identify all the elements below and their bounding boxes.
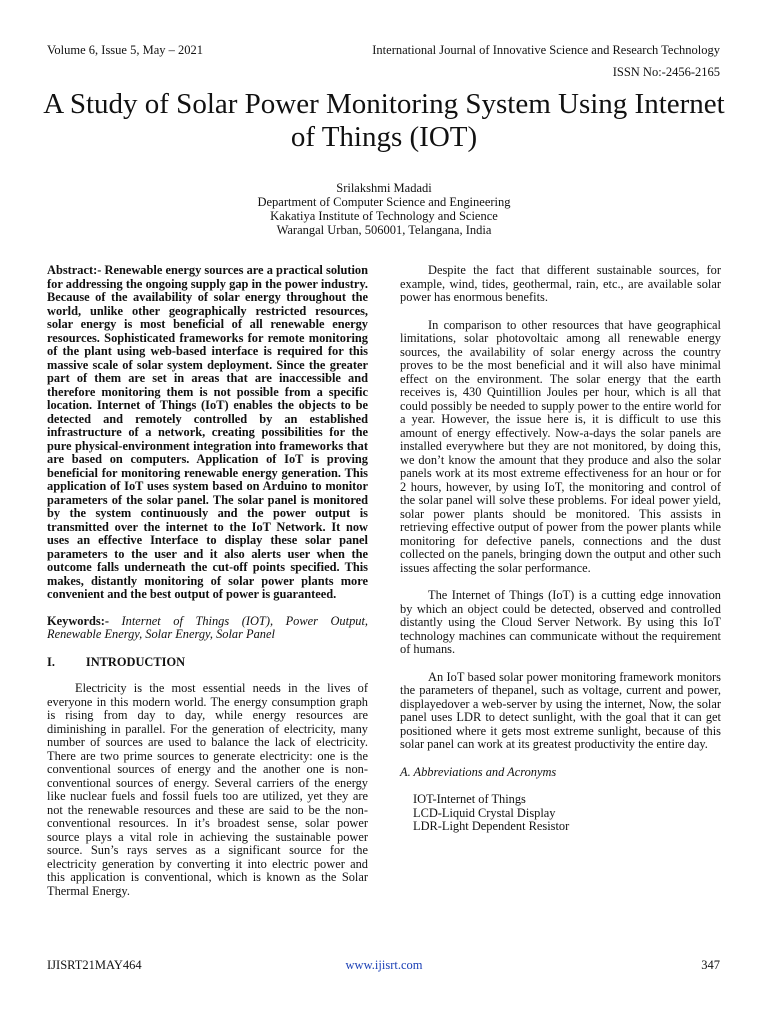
abbreviation-item: LDR-Light Dependent Resistor <box>413 819 570 833</box>
paper-title: A Study of Solar Power Monitoring System Using Internet of Things (IOT) <box>43 88 725 153</box>
left-column <box>47 264 368 898</box>
journal-name: International Journal of Innovative Science and Research Technology <box>372 43 720 57</box>
footer-paper-id: IJISRT21MAY464 <box>47 958 142 972</box>
issn-number: ISSN No:-2456-2165 <box>612 65 720 79</box>
author-institute: Kakatiya Institute of Technology and Science <box>270 209 498 223</box>
body-paragraph-2: In comparison to other resources that have geographical limitations, solar photovoltaic among all renewable energy sources, the availability of solar energy across the country proves to be the most beneficial and it will also have minimal effect on the environment. The solar energy that the earth receives is, 430 Quintillion Joules per hour, which is all that could possibly be needed to supply power to the entire world for a year. However, the issue here is, it is difficult to use this amount of energy effectively. Now-a-days the solar panels are installed everywhere but they are not monitored, by doing this, we don’t know the amount that they produce and also the solar panels work at its most extreme effectiveness for an hour or for 2 hours, however, by using IoT, the monitoring and control of the solar panel will solve these problems. For ideal power yield, solar power plants should be monitored. This assists in retrieving effective output of power from the power plants while monitoring for defective panels, connections and the dust collected on the panels, bringing down the output and other such issues affecting the solar performance. <box>400 317 721 575</box>
abstract: Abstract:- Renewable energy sources are a practical solution for addressing the ongoing supply gap in the power industry. Because of the availability of solar energy throughout the world, unlike other geographically restricted resources, solar energy is most beneficial of all renewable energy resources. Sophisticated frameworks for remote monitoring of the plant using web-based interface is required for this massive scale of solar system deployment. Since the greater part of them are set in areas that are inaccessible and therefore monitoring them is not possible from a specific location. Internet of Things (IoT) enables the objects to be detected and remotely controlled by an established infrastructure of a network, creating possibilities for the pure physical-environment integration into frameworks that are based on computers. Application of IoT is proving beneficial for monitoring renewable energy generation. This application of IoT uses system based on Arduino to monitor parameters of the solar panel. The solar panel is monitored by the system continuously and the power output is transmitted over the internet to the IoT Network. It now uses an effective Interface to display these solar panel parameters to the user and it also alerts user when the outcome falls underneath the cut-off points specified. This makes, distantly monitoring of solar power plants more convenient and the best output of power is guaranteed. <box>47 263 368 601</box>
abbreviation-item: LCD-Liquid Crystal Display <box>413 805 556 820</box>
page-number: 347 <box>701 958 720 972</box>
author-department: Department of Computer Science and Engineering <box>257 195 511 209</box>
keywords-text: Internet of Things (IOT), Power Output, Renewable Energy, Solar Energy, Solar Panel <box>47 613 368 641</box>
body-paragraph-3: The Internet of Things (IoT) is a cutting edge innovation by which an object could be detected, observed and controlled distantly using the Cloud Server Network. By using this IoT technology machines can communicate without the requirement of humans. <box>400 588 721 656</box>
keywords <box>47 615 368 642</box>
abbreviation-item: IOT-Internet of Things <box>413 792 526 806</box>
footer-website-link[interactable]: www.ijisrt.com <box>345 958 423 972</box>
right-column <box>400 264 721 834</box>
author-name: Srilakshmi Madadi <box>336 181 432 195</box>
volume-issue-date: Volume 6, Issue 5, May – 2021 <box>47 43 204 57</box>
abbreviations-list <box>400 793 721 834</box>
author-block <box>150 181 618 237</box>
author-location: Warangal Urban, 506001, Telangana, India <box>276 223 492 237</box>
keywords-label: Keywords:- <box>47 613 109 628</box>
body-paragraph-4: An IoT based solar power monitoring framework monitors the parameters of thepanel, such as voltage, current and power, displayedover a web-server by using the internet, Now, the solar panel uses LDR to detect sunlight, with the goal that it can get positioned where it gets most extreme sunlight, because of this solar panel can work at its greatest productivity the entire day. <box>400 669 721 751</box>
introduction-paragraph: Electricity is the most essential needs in the lives of everyone in this modern world. The energy consumption graph is rising from day to day, while energy resources are diminishing in parallel. For the generation of electricity, many number of sources are used to balance the lack of electricity. There are two prime sources to generate electricity: one is the conventional sources of energy and the another one is non-conventional sources of energy. Several carriers of the energy like nuclear fuels and fossil fuels too are utilized, yet they are not the renewable resources and these are said to be the non-conventional resources. In it’s broadest sense, solar power source plays a vital role in achieving the sustainable power source. Sun’s rays serves as a significant source for the electricity generation by converting it into electric power and this application is conventional, which is known as the Solar Thermal Energy. <box>47 681 368 898</box>
body-paragraph-1: Despite the fact that different sustainable sources, for example, wind, tides, geothermal, rain, etc., are available solar power has enormous benefits. <box>400 263 721 304</box>
section-heading-introduction: I. INTRODUCTION <box>47 654 186 669</box>
subsection-heading-abbreviations: A. Abbreviations and Acronyms <box>400 764 557 779</box>
